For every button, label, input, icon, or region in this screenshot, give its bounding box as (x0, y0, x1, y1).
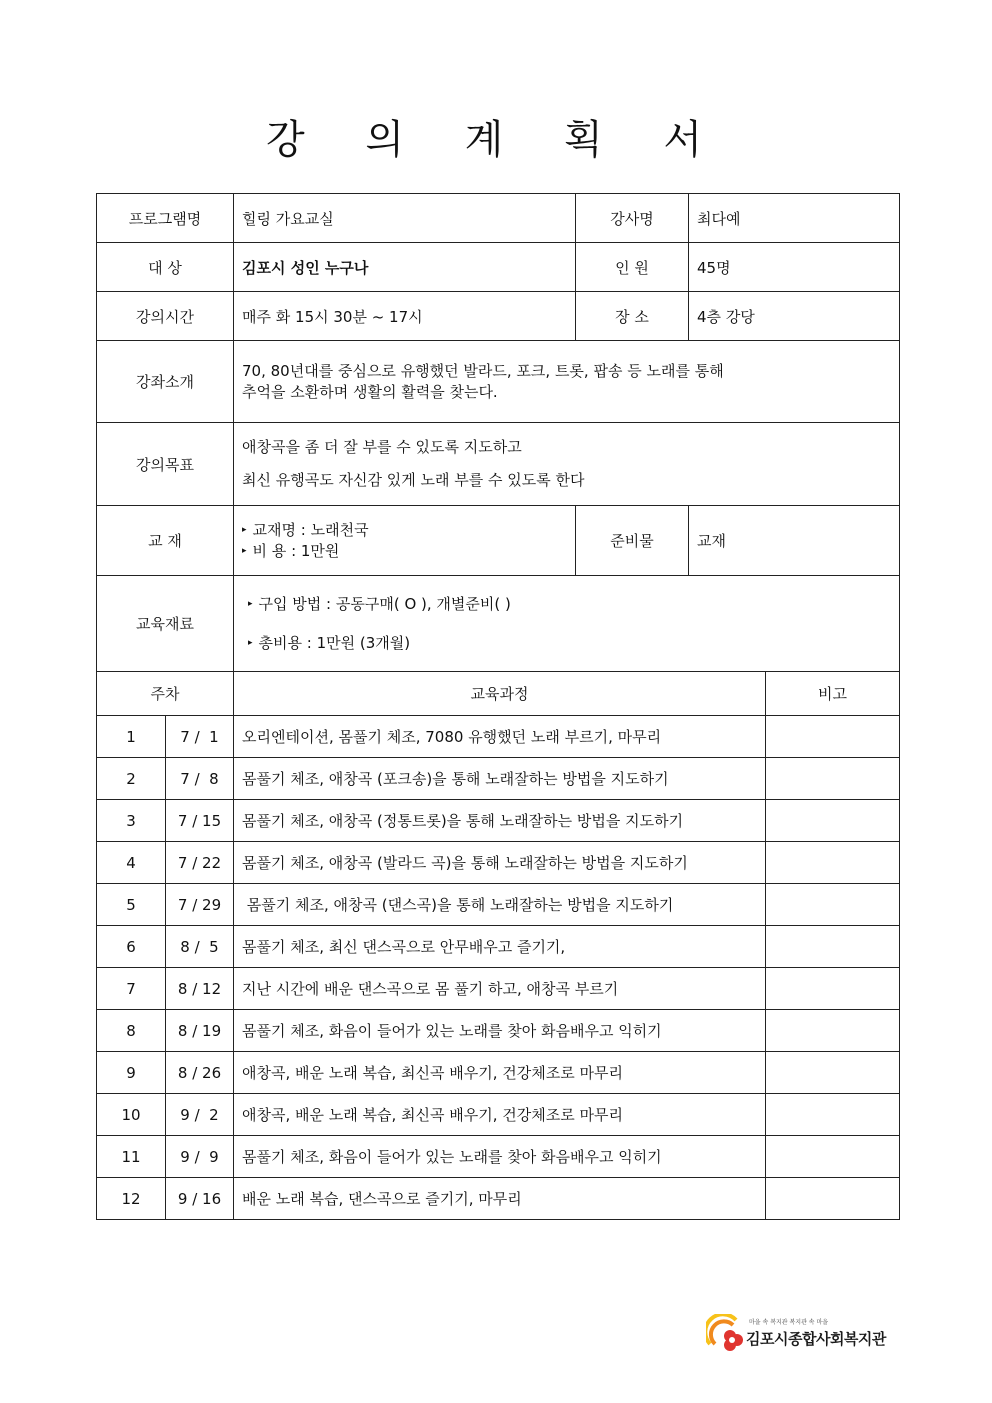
week-note (766, 1094, 900, 1136)
week-note (766, 968, 900, 1010)
week-date: 9 / 9 (166, 1136, 234, 1178)
table-row (97, 800, 900, 842)
header-note: 비고 (766, 672, 900, 716)
time-value: 매주 화 15시 30분 ~ 17시 (234, 292, 576, 341)
prep-label: 준비물 (576, 506, 689, 576)
textbook-row (97, 506, 900, 576)
table-row (97, 842, 900, 884)
bullet-icon: ▸ (242, 545, 247, 556)
week-number: 3 (97, 800, 166, 842)
week-note (766, 758, 900, 800)
week-date: 7 / 22 (166, 842, 234, 884)
week-content: 배운 노래 복습, 댄스곡으로 즐기기, 마무리 (234, 1178, 766, 1220)
materials-label: 교육재료 (97, 576, 234, 672)
materials-method: 구입 방법 : 공동구매( O ), 개별준비( ) (258, 594, 511, 613)
week-number: 4 (97, 842, 166, 884)
time-row (97, 292, 900, 341)
table-row (97, 1010, 900, 1052)
week-note (766, 1136, 900, 1178)
table-row (97, 758, 900, 800)
bullet-icon: ▸ (248, 598, 253, 609)
week-date: 8 / 5 (166, 926, 234, 968)
logo-tagline: 마을 속 복지관 복지관 속 마을 (749, 1319, 829, 1326)
week-date: 8 / 26 (166, 1052, 234, 1094)
week-content: 애창곡, 배운 노래 복습, 최신곡 배우기, 건강체조로 마무리 (234, 1094, 766, 1136)
week-date: 8 / 19 (166, 1010, 234, 1052)
welfare-center-logo (706, 1312, 898, 1358)
prep-value: 교재 (689, 506, 900, 576)
logo-name: 김포시종합사회복지관 (746, 1330, 886, 1348)
materials-value (234, 576, 900, 672)
program-row (97, 194, 900, 243)
week-note (766, 884, 900, 926)
logo-emblem-icon (706, 1314, 746, 1356)
week-note (766, 800, 900, 842)
place-label: 장 소 (576, 292, 689, 341)
week-content: 몸풀기 체조, 화음이 들어가 있는 노래를 찾아 화음배우고 익히기 (234, 1010, 766, 1052)
textbook-label: 교 재 (97, 506, 234, 576)
week-number: 10 (97, 1094, 166, 1136)
week-note (766, 842, 900, 884)
place-value: 4층 강당 (689, 292, 900, 341)
textbook-cost: 비 용 : 1만원 (252, 541, 340, 560)
week-date: 8 / 12 (166, 968, 234, 1010)
table-row (97, 1094, 900, 1136)
week-number: 7 (97, 968, 166, 1010)
materials-total: 총비용 : 1만원 (3개월) (258, 633, 411, 652)
header-week: 주차 (97, 672, 234, 716)
page-title: 강 의 계 획 서 (265, 117, 727, 163)
week-content: 몸풀기 체조, 애창곡 (포크송)을 통해 노래잘하는 방법을 지도하기 (234, 758, 766, 800)
program-label: 프로그램명 (97, 194, 234, 243)
week-note (766, 716, 900, 758)
week-date: 9 / 2 (166, 1094, 234, 1136)
week-note (766, 1178, 900, 1220)
table-row (97, 926, 900, 968)
week-content: 몸풀기 체조, 애창곡 (발라드 곡)을 통해 노래잘하는 방법을 지도하기 (234, 842, 766, 884)
intro-line: 70, 80년대를 중심으로 유행했던 발라드, 포크, 트롯, 팝송 등 노래를 통해 (242, 361, 724, 380)
materials-row (97, 576, 900, 672)
goal-row (97, 423, 900, 506)
goal-label: 강의목표 (97, 423, 234, 506)
week-date: 7 / 29 (166, 884, 234, 926)
goal-line: 애창곡을 좀 더 잘 부를 수 있도록 지도하고 (242, 438, 522, 456)
week-number: 5 (97, 884, 166, 926)
week-content: 몸풀기 체조, 최신 댄스곡으로 안무배우고 즐기기, (234, 926, 766, 968)
goal-line: 최신 유행곡도 자신감 있게 노래 부를 수 있도록 한다 (242, 471, 585, 489)
table-row (97, 1052, 900, 1094)
lecture-plan-table (96, 193, 900, 1220)
week-content: 몸풀기 체조, 화음이 들어가 있는 노래를 찾아 화음배우고 익히기 (234, 1136, 766, 1178)
week-number: 8 (97, 1010, 166, 1052)
goal-value (234, 423, 900, 506)
target-row (97, 243, 900, 292)
week-content: 지난 시간에 배운 댄스곡으로 몸 풀기 하고, 애창곡 부르기 (234, 968, 766, 1010)
week-content: 몸풀기 체조, 애창곡 (정통트롯)을 통해 노래잘하는 방법을 지도하기 (234, 800, 766, 842)
week-number: 1 (97, 716, 166, 758)
schedule-header-row (97, 672, 900, 716)
table-row (97, 1136, 900, 1178)
time-label: 강의시간 (97, 292, 234, 341)
bullet-icon: ▸ (248, 637, 253, 648)
table-row (97, 884, 900, 926)
week-note (766, 926, 900, 968)
week-date: 7 / 8 (166, 758, 234, 800)
week-number: 9 (97, 1052, 166, 1094)
week-content: 오리엔테이션, 몸풀기 체조, 7080 유행했던 노래 부르기, 마무리 (234, 716, 766, 758)
program-value: 힐링 가요교실 (234, 194, 576, 243)
table-row (97, 968, 900, 1010)
week-note (766, 1010, 900, 1052)
week-number: 11 (97, 1136, 166, 1178)
capacity-label: 인 원 (576, 243, 689, 292)
intro-row (97, 341, 900, 423)
week-date: 7 / 15 (166, 800, 234, 842)
week-number: 2 (97, 758, 166, 800)
header-course: 교육과정 (234, 672, 766, 716)
table-row (97, 1178, 900, 1220)
week-number: 12 (97, 1178, 166, 1220)
table-row (97, 716, 900, 758)
bullet-icon: ▸ (242, 524, 247, 535)
week-date: 7 / 1 (166, 716, 234, 758)
intro-line: 추억을 소환하며 생활의 활력을 찾는다. (242, 382, 498, 401)
week-note (766, 1052, 900, 1094)
week-content: 애창곡, 배운 노래 복습, 최신곡 배우기, 건강체조로 마무리 (234, 1052, 766, 1094)
instructor-label: 강사명 (576, 194, 689, 243)
week-date: 9 / 16 (166, 1178, 234, 1220)
textbook-value (234, 506, 576, 576)
intro-label: 강좌소개 (97, 341, 234, 423)
target-value: 김포시 성인 누구나 (234, 243, 576, 292)
capacity-value: 45명 (689, 243, 900, 292)
schedule-body (97, 716, 900, 1220)
textbook-name: 교재명 : 노래천국 (252, 520, 369, 539)
week-content: 몸풀기 체조, 애창곡 (댄스곡)을 통해 노래잘하는 방법을 지도하기 (234, 884, 766, 926)
instructor-value: 최다예 (689, 194, 900, 243)
intro-value (234, 341, 900, 423)
week-number: 6 (97, 926, 166, 968)
target-label: 대 상 (97, 243, 234, 292)
